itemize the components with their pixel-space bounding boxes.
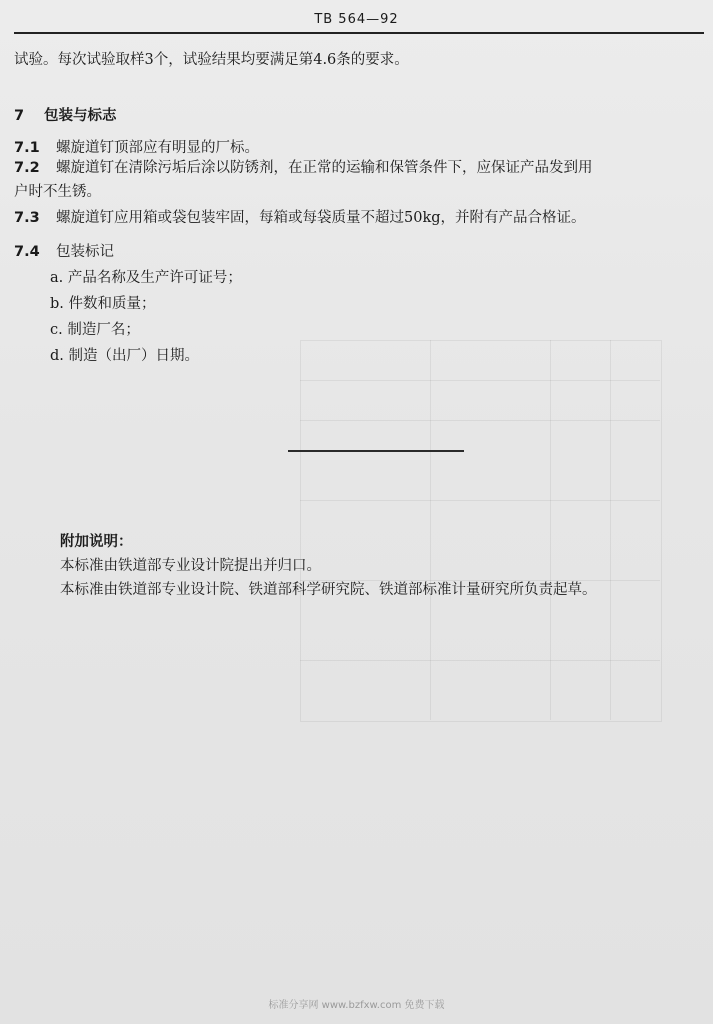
section-heading (14, 106, 117, 126)
watermark-text: 标准分享网 www.bzfxw.com 免费下载 (268, 1000, 445, 1011)
bleed-through-rule (300, 660, 660, 661)
clause-text: 螺旋道钉顶部应有明显的厂标。 (56, 140, 259, 156)
page-header: TB 564—92 (314, 12, 399, 27)
clause-7-2-continuation: 户时不生锈。 (14, 184, 101, 200)
additional-note: 本标准由铁道部专业设计院提出并归口。 (60, 558, 321, 574)
bleed-through-rule (300, 420, 660, 421)
section-title: 包装与标志 (44, 107, 117, 124)
clause-number: 7.1 (14, 140, 40, 156)
bleed-through-rule (610, 340, 611, 720)
bleed-through-rule (300, 380, 660, 381)
clause-7-4 (14, 242, 114, 262)
additional-note: 本标准由铁道部专业设计院、铁道部科学研究院、铁道部标准计量研究所负责起草。 (60, 582, 597, 598)
sub-item: d. 制造（出厂）日期。 (50, 348, 199, 364)
sub-item: c. 制造厂名； (50, 322, 140, 338)
section-number: 7 (14, 108, 25, 124)
bleed-through-rule (430, 340, 431, 720)
clause-number: 7.2 (14, 160, 40, 176)
paragraph-continuation: 试验。每次试验取样3个，试验结果均要满足第4.6条的要求。 (14, 52, 409, 68)
clause-text: 螺旋道钉应用箱或袋包装牢固，每箱或每袋质量不超过50kg，并附有产品合格证。 (56, 210, 586, 226)
bleed-through-rule (300, 500, 660, 501)
clause-7-3 (14, 208, 586, 228)
clause-number: 7.4 (14, 244, 40, 260)
bleed-through-rule (550, 340, 551, 720)
clause-number: 7.3 (14, 210, 40, 226)
header-rule (14, 32, 704, 34)
clause-7-2 (14, 158, 593, 178)
section-divider (288, 450, 464, 452)
clause-7-1 (14, 138, 259, 158)
clause-text: 包装标记 (56, 244, 114, 260)
sub-item: a. 产品名称及生产许可证号； (50, 270, 242, 286)
clause-text: 螺旋道钉在清除污垢后涂以防锈剂，在正常的运输和保管条件下，应保证产品发到用 (56, 160, 593, 176)
bleed-through-table (300, 340, 662, 722)
sub-item: b. 件数和质量； (50, 296, 156, 312)
additional-notes-title: 附加说明： (60, 533, 133, 550)
